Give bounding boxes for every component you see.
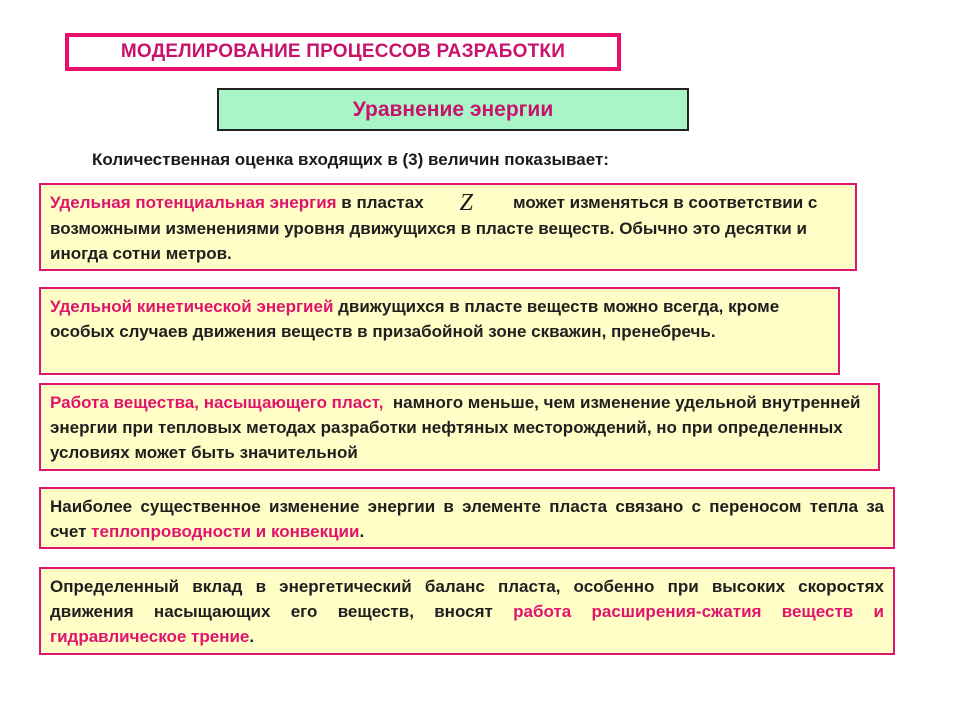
slide-subtitle-box (217, 88, 689, 131)
heat-transfer-highlight: теплопроводности и конвекции (91, 522, 360, 541)
kinetic-energy-highlight: Удельной кинетической энергией (50, 297, 334, 316)
kinetic-energy-panel (39, 287, 840, 375)
slide-subtitle: Уравнение энергии (352, 97, 554, 121)
slide-title: МОДЕЛИРОВАНИЕ ПРОЦЕССОВ РАЗРАБОТКИ (120, 41, 566, 62)
energy-balance-end: . (249, 627, 255, 646)
kinetic-energy-text: движущихся в пласте веществ можно всегда, кроме особых случаев движения веществ в призабойной зоне скважин, пренебречь. (50, 297, 780, 341)
potential-energy-text-b: может изменяться в соответствии с возможными изменениями уровня движущихся в пласте веществ. Обычно это десятки и иногда сотни метров. (50, 193, 818, 263)
potential-energy-text-a: в пластах (336, 193, 424, 212)
slide-title-box (65, 33, 621, 71)
heat-transfer-panel (39, 487, 895, 549)
energy-balance-panel (39, 567, 895, 655)
potential-energy-panel (39, 183, 857, 271)
energy-balance-text: Определенный вклад в энергетический баланс пласта, особенно при высоких скоростях движения насыщающих его веществ, вносят (50, 577, 884, 621)
heat-transfer-text: Наиболее существенное изменение энергии в элементе пласта связано с переносом тепла за счет (50, 497, 884, 541)
z-symbol: Z (459, 190, 474, 216)
heat-transfer-end: . (359, 522, 365, 541)
work-panel (39, 383, 880, 471)
energy-balance-highlight: работа расширения-сжатия веществ и гидравлическое трение (50, 602, 884, 646)
work-text: намного меньше, чем изменение удельной внутренней энергии при тепловых методах разработки нефтяных месторождений, но при определенных условиях может быть значительной (50, 393, 866, 462)
intro-text: Количественная оценка входящих в (3) величин показывает: (92, 150, 609, 169)
work-highlight: Работа вещества, насыщающего пласт, (50, 393, 384, 412)
potential-energy-highlight: Удельная потенциальная энергия (50, 193, 337, 212)
